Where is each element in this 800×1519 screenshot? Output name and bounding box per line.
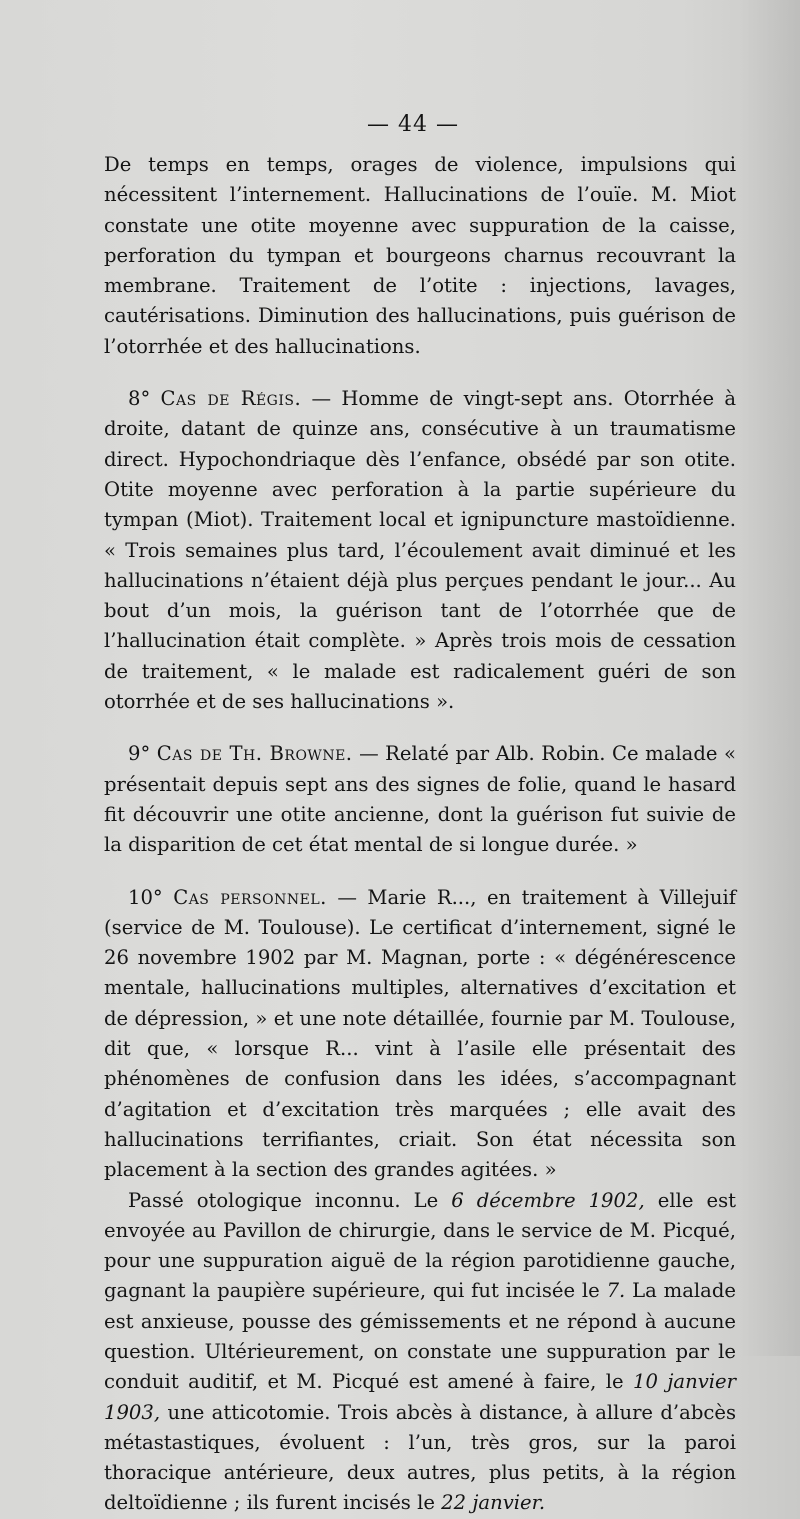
body-text xyxy=(104,150,736,1519)
case-text: — Marie R..., en traitement à Villejuif (service de M. Toulouse). Le certificat d’internement, signé le 26 novembre 1902 par M. Magnan, porte : « dégénérescence mentale, hallucinations multiples, alternatives d’excitation et de dépression, » et une note détaillée, fournie par M. Toulouse, dit que, « lorsque R... vint à l’asile elle présentait des phénomènes de confusion dans les idées, s’accompagnant d’agitation et d’excitation très marquées ; elle avait des hallucinations terrifiantes, criait. Son état nécessita son placement à la section des grandes agitées. » xyxy=(104,885,736,1182)
paragraph-case-10 xyxy=(104,883,736,1186)
case-title: Cas de Th. Browne. xyxy=(156,742,353,766)
case-text: — Relaté par Alb. Robin. Ce malade « présentait depuis sept ans des signes de folie, quand le hasard fit découvrir une otite ancienne, dont la guérison fut suivie de la disparition de cet état mental de si longue durée. » xyxy=(104,742,736,857)
text-segment: La malade est anxieuse, pousse des gémissements et ne répond à aucune question. Ultérieurement, on constate une suppuration par le conduit auditif, et M. Picqué est amené à faire, le xyxy=(104,1279,736,1394)
date-italic: 7. xyxy=(606,1279,626,1303)
page-edge-shadow xyxy=(740,0,800,1356)
text-segment: elle est envoyée au Pavillon de chirurgie, dans le service de M. Picqué, pour une suppuration aiguë de la région parotidienne gauche, gagnant la paupière supérieure, qui fut incisée le xyxy=(104,1188,736,1303)
text-segment: une atticotomie. Trois abcès à distance, à allure d’abcès métastastiques, évoluent : l’un, très gros, sur la paroi thoracique antérieure, deux autres, plus petits, à la région deltoïdienne ; ils furent incisés le xyxy=(104,1400,737,1515)
case-number: 10° xyxy=(128,885,163,909)
date-italic: 6 décembre 1902, xyxy=(451,1188,645,1212)
paragraph-otologic-history xyxy=(104,1186,736,1519)
case-text: — Homme de vingt-sept ans. Otorrhée à droite, datant de quinze ans, consécutive à un traumatisme direct. Hypochondriaque dès l’enfance, obsédé par son otite. Otite moyenne avec perforation à la partie supérieure du tympan (Miot). Traitement local et ignipuncture mastoïdienne. « Trois semaines plus tard, l’écoulement avait diminué et les hallucinations n’étaient déjà plus perçues pendant le jour... Au bout d’un mois, la guérison tant de l’otorrhée que de l’hallucination était complète. » Après trois mois de cessation de traitement, « le malade est radicalement guéri de son otorrhée et de ses hallucinations ». xyxy=(104,387,736,714)
case-title: Cas de Régis. xyxy=(160,387,302,411)
date-italic: 22 janvier. xyxy=(441,1491,546,1515)
paragraph-1: De temps en temps, orages de violence, impulsions qui nécessitent l’internement. Hallucinations de l’ouïe. M. Miot constate une otite moyenne avec suppuration de la caisse, perforation du tympan et bourgeons charnus recouvrant la membrane. Traitement de l’otite : injections, lavages, cautérisations. Diminution des hallucinations, puis guérison de l’otorrhée et des hallucinations. xyxy=(104,153,736,358)
date-italic: 10 janvier 1903, xyxy=(104,1370,737,1424)
case-number: 8° xyxy=(128,387,151,411)
paragraph-case-8 xyxy=(104,384,736,717)
page-number: — 44 — xyxy=(367,112,459,137)
case-title: Cas personnel. xyxy=(173,885,327,909)
text-segment: Passé otologique inconnu. Le xyxy=(128,1188,439,1212)
case-number: 9° xyxy=(128,742,151,766)
paragraph-case-9 xyxy=(104,739,736,860)
